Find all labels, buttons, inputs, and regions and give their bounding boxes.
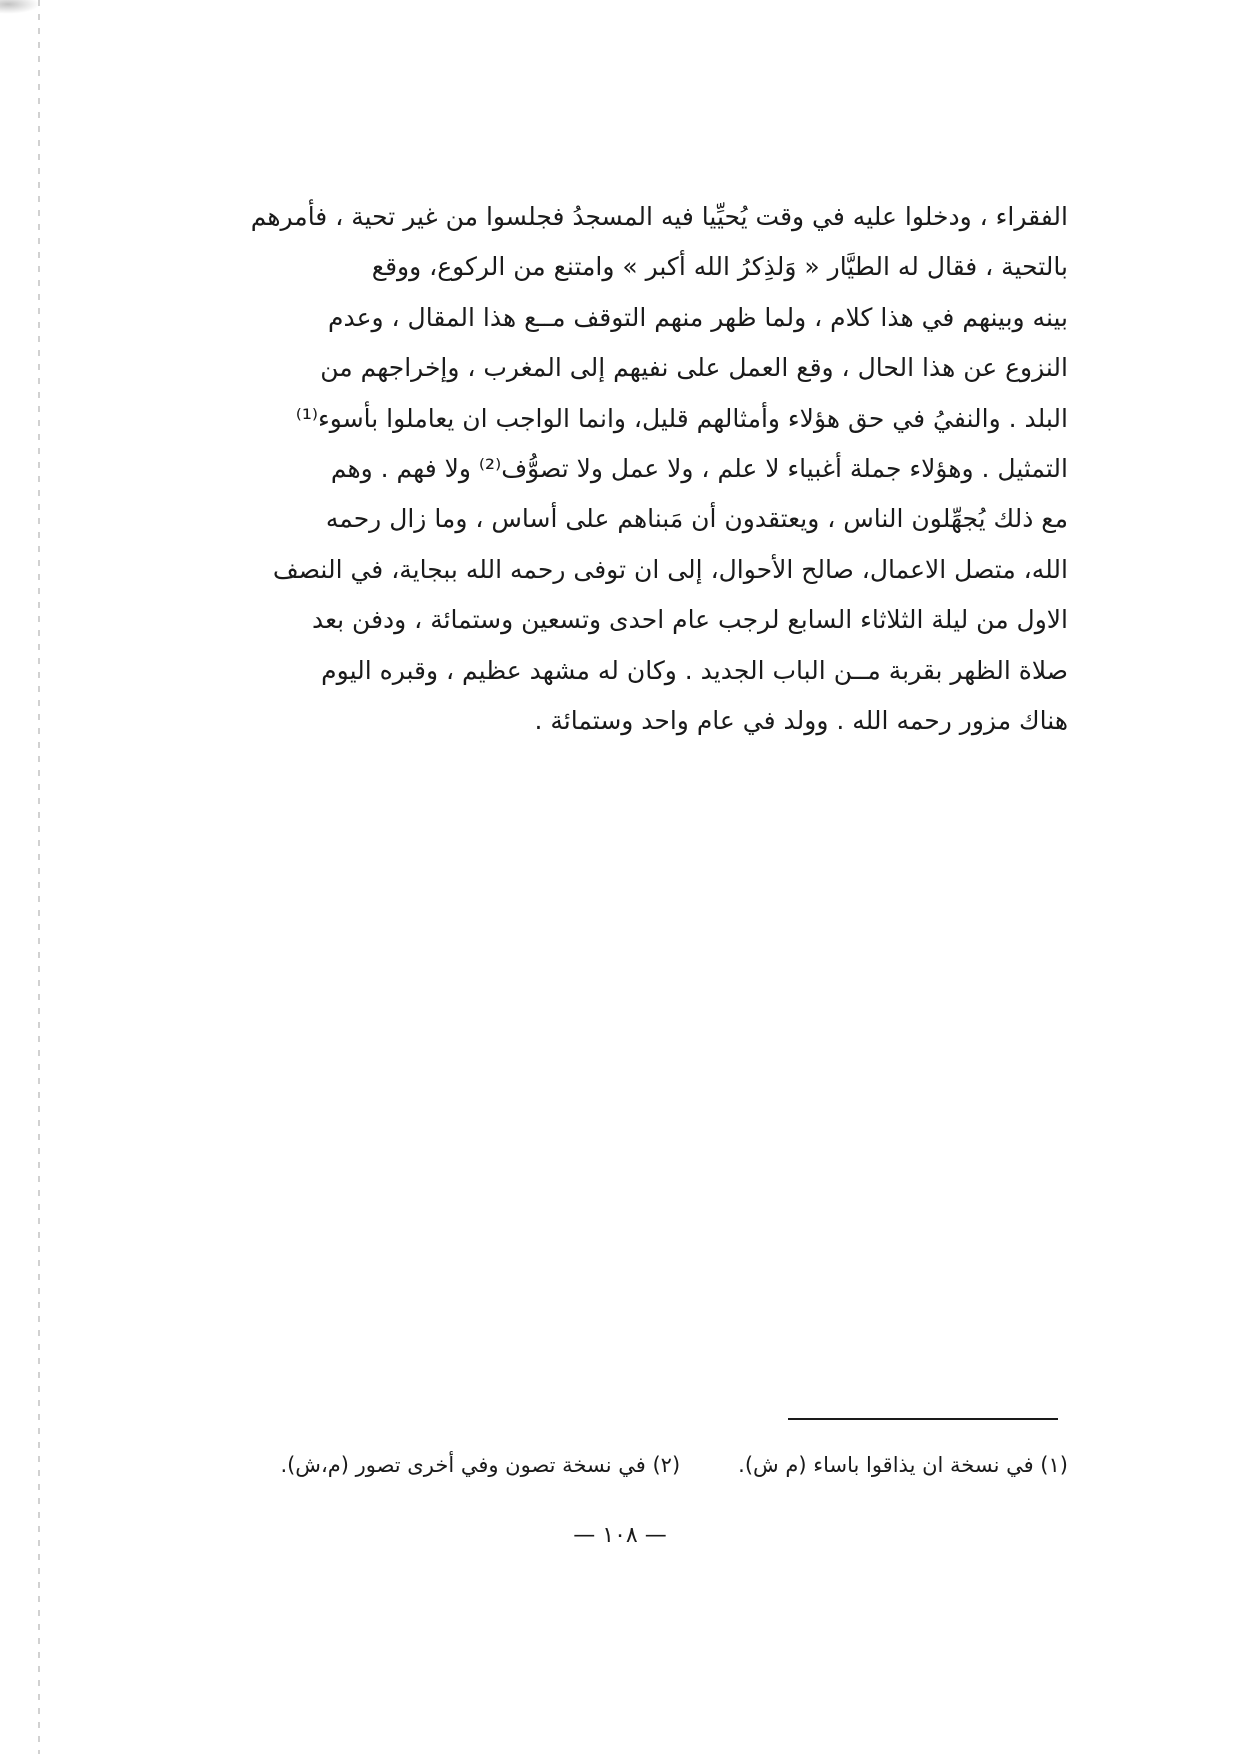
- text-line: الله، متصل الاعمال، صالح الأحوال، إلى ان توفى رحمه الله ببجاية، في النصف: [272, 554, 1068, 584]
- text-line: النزوع عن هذا الحال ، وقع العمل على نفيهم إلى المغرب ، وإخراجهم من: [320, 353, 1068, 383]
- scan-corner-artifact: [0, 0, 40, 14]
- text-line: صلاة الظهر بقربة مــن الباب الجديد . وكان له مشهد عظيم ، وقبره اليوم: [321, 655, 1068, 685]
- text-line: بينه وبينهم في هذا كلام ، ولما ظهر منهم التوقف مــع هذا المقال ، وعدم: [327, 302, 1068, 332]
- text-line: بالتحية ، فقال له الطيَّار « وَلذِكرُ الله أكبر » وامتنع من الركوع، ووقع: [371, 252, 1068, 282]
- footnote-separator: [788, 1418, 1058, 1420]
- scan-edge-artifact: [38, 0, 40, 1754]
- footnotes: [200, 1445, 1068, 1485]
- footnote-2: (٢) في نسخة تصون وفي أخرى تصور (م،ش).: [280, 1453, 681, 1477]
- text-line: البلد . والنفيُ في حق هؤلاء وأمثالهم قليل، وانما الواجب ان يعاملوا بأسوء⁽¹⁾: [295, 403, 1068, 433]
- text-line: مع ذلك يُجهِّلون الناس ، ويعتقدون أن مَبناهم على أساس ، وما زال رحمه: [325, 504, 1068, 534]
- text-line: الاول من ليلة الثلاثاء السابع لرجب عام احدى وتسعين وستمائة ، ودفن بعد: [311, 605, 1068, 635]
- page-number: — ١٠٨ —: [573, 1523, 667, 1548]
- text-line: هناك مزور رحمه الله . وولد في عام واحد وستمائة .: [534, 706, 1068, 736]
- text-line: الفقراء ، ودخلوا عليه في وقت يُحيِّيا فيه المسجدُ فجلسوا من غير تحية ، فأمرهم: [250, 202, 1068, 231]
- text-line: التمثيل . وهؤلاء جملة أغبياء لا علم ، ولا عمل ولا تصوُّف⁽²⁾ ولا فهم . وهم: [330, 454, 1068, 484]
- footnote-1: (١) في نسخة ان يذاقوا باساء (م ش).: [738, 1453, 1068, 1477]
- main-text-block: [200, 192, 1068, 746]
